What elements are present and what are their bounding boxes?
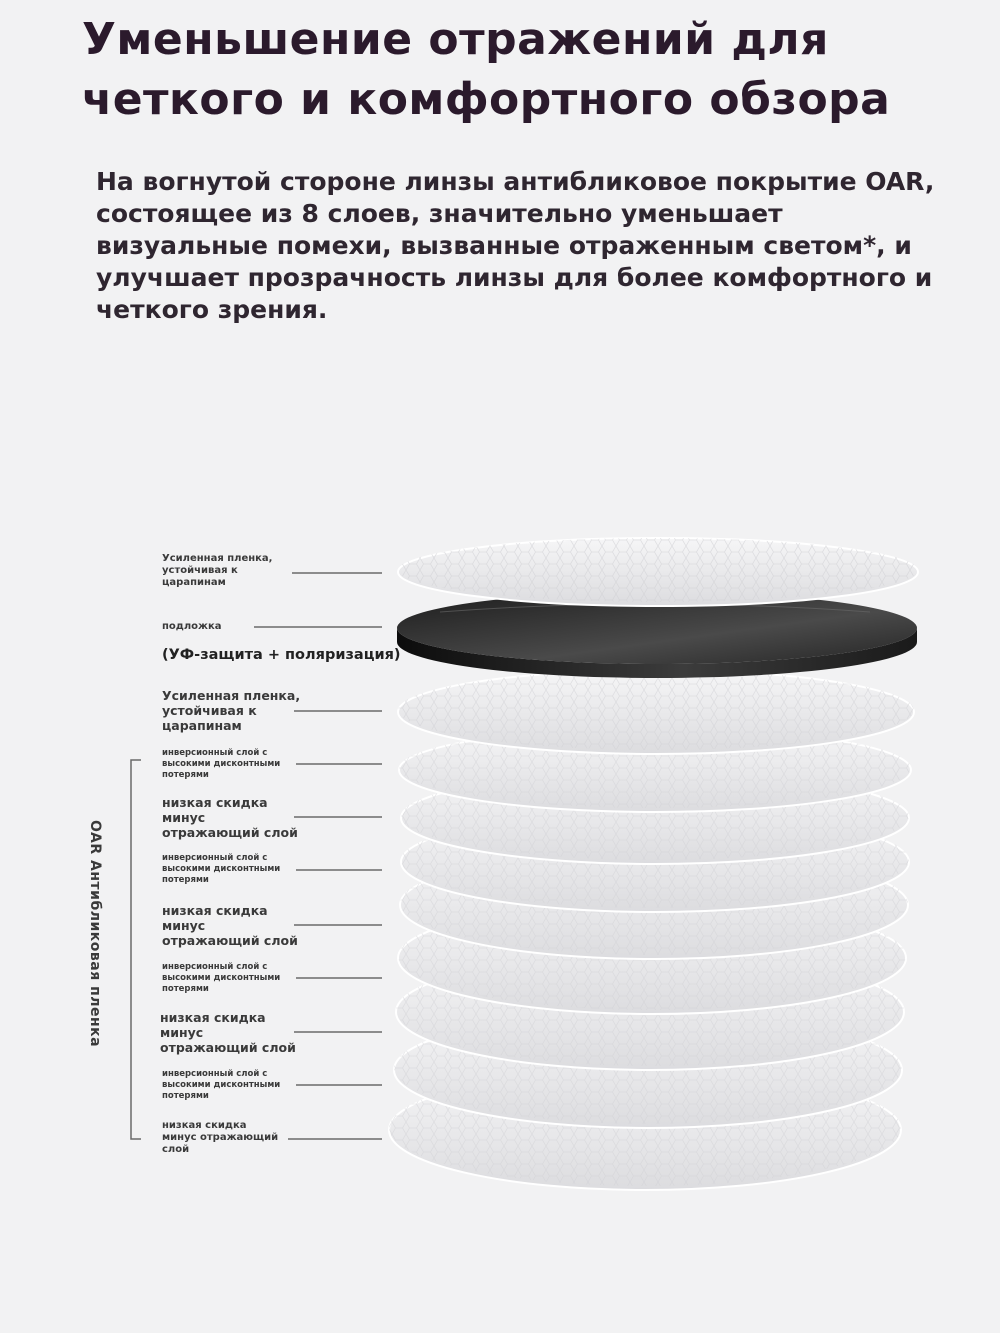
layer-top-film [398,538,918,606]
layer-film-2 [398,670,914,754]
label-low-2: низкая скидка минус отражающий слой [162,903,298,948]
bracket-label: OAR Антибликовая пленка [87,820,103,1048]
label-inv-4: инверсионный слой с высокими дисконтными потерями [162,1069,281,1101]
label-low-1: низкая скидка минус отражающий слой [162,795,298,840]
label-inv-3: инверсионный слой с высокими дисконтными потерями [162,962,281,994]
label-inv-1: инверсионный слой с высокими дисконтными потерями [162,748,281,780]
label-low-3: низкая скидка минус отражающий слой [160,1010,296,1055]
label-inv-2: инверсионный слой с высокими дисконтными потерями [162,853,281,885]
label-substrate: подложка [162,621,222,632]
label-film-2: Усиленная пленка, устойчивая к царапинам [162,688,301,733]
description: На вогнутой стороне линзы антибликовое покрытие OAR, состоящее из 8 слоев, значительно уменьшает визуальные помехи, вызванные отраженным светом*, и улучшает прозрачность линзы для более комфортного и четкого зрения. [96,167,935,324]
oar-bracket [131,760,141,1139]
headline: Уменьшение отражений для четкого и комфортного обзора [82,14,891,125]
label-low-4: низкая скидка минус отражающий слой [162,1120,279,1155]
label-uv: (УФ-защита + поляризация) [162,647,401,663]
label-top-film: Усиленная пленка, устойчивая к царапинам [162,553,273,588]
